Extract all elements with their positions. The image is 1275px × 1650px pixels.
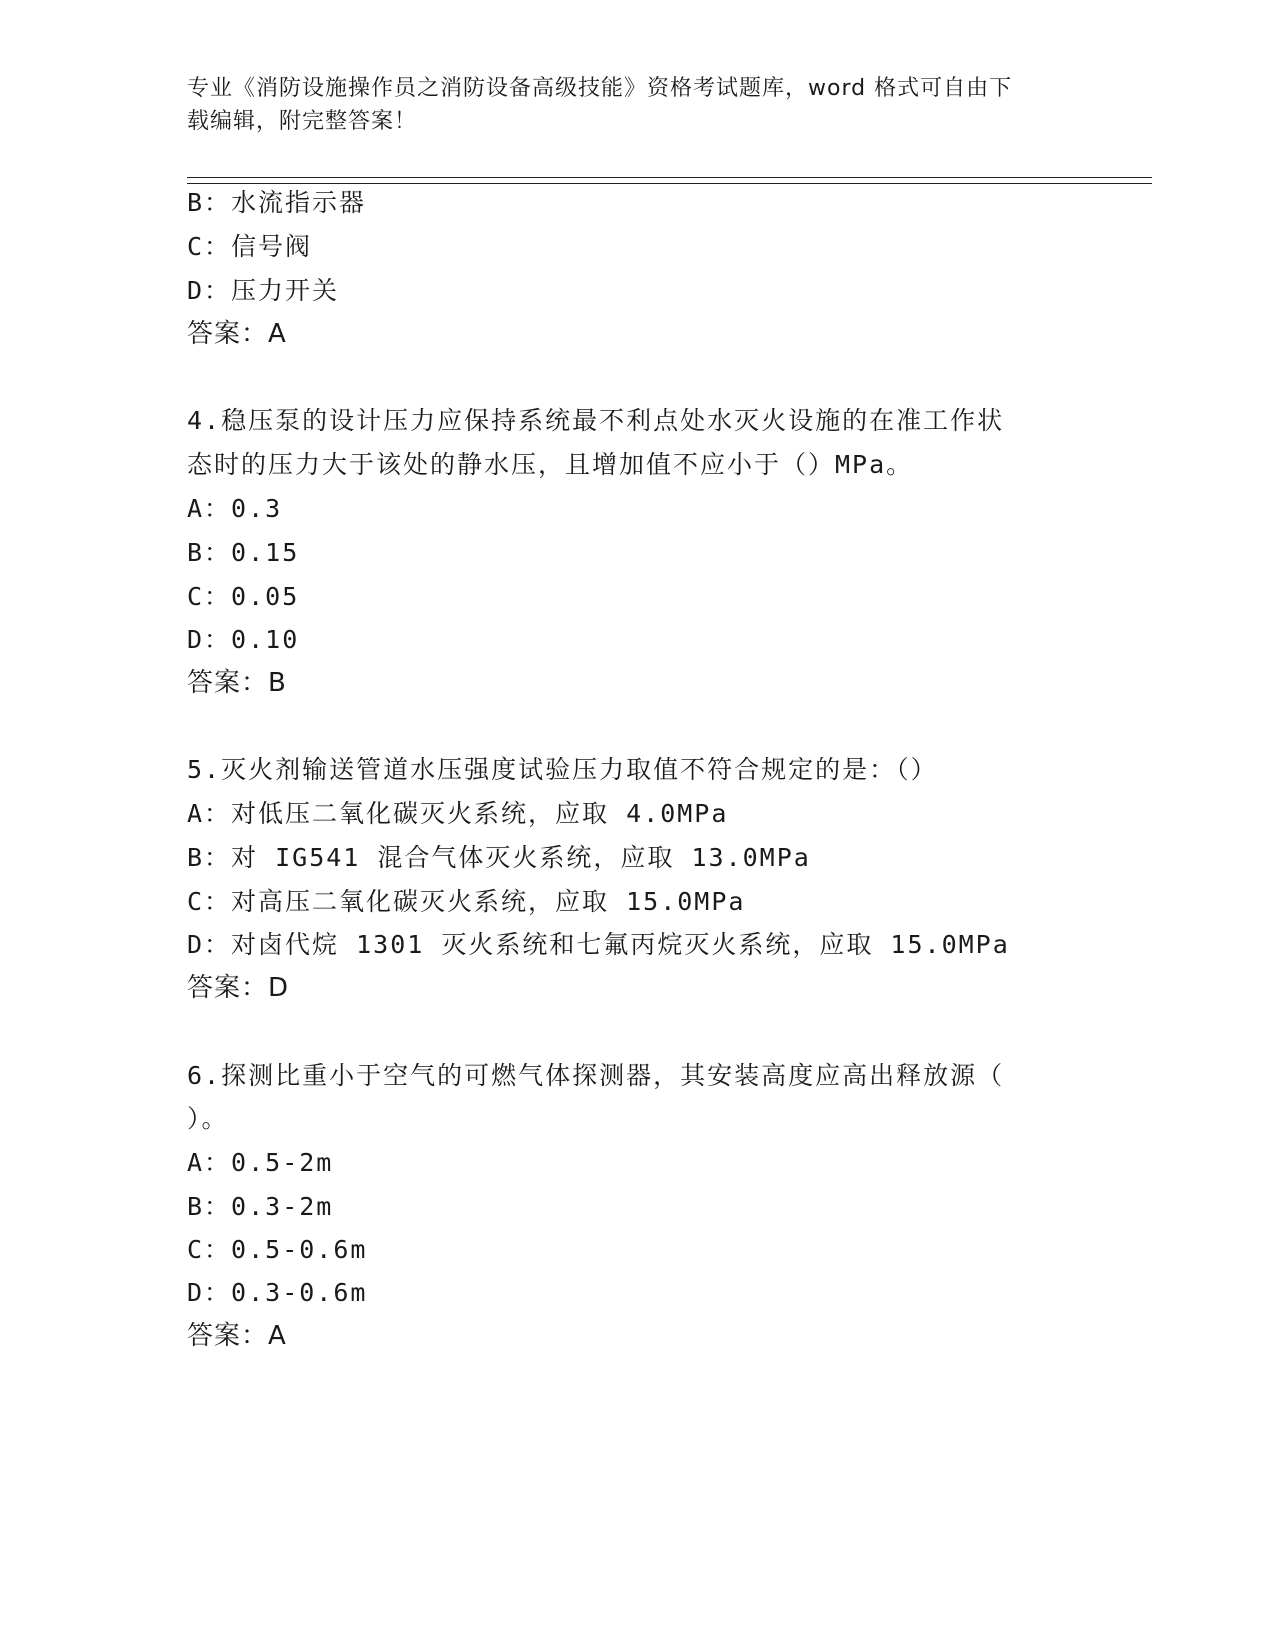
q6-answer: 答案：A <box>187 1321 287 1351</box>
header-line-1: 专业《消防设施操作员之消防设备高级技能》资格考试题库，word 格式可自由下 <box>187 76 1013 101</box>
q6-stem-line-2: ）。 <box>187 1104 229 1133</box>
q3-option-d: D：压力开关 <box>187 276 340 305</box>
q5-option-c: C：对高压二氧化碳灭火系统，应取 15.0MPa <box>187 887 746 916</box>
q5-answer: 答案：D <box>187 973 290 1003</box>
q6-option-a: A：0.5-2m <box>187 1148 334 1177</box>
q4-stem-line-1: 4.稳压泵的设计压力应保持系统最不利点处水灭火设施的在准工作状 <box>187 406 1005 435</box>
q6-option-c: C：0.5-0.6m <box>187 1235 368 1264</box>
q6-option-b: B：0.3-2m <box>187 1192 334 1221</box>
q4-option-a: A：0.3 <box>187 494 283 523</box>
q4-option-b: B：0.15 <box>187 538 300 567</box>
q5-option-a: A：对低压二氧化碳灭火系统，应取 4.0MPa <box>187 799 729 828</box>
header-divider-top <box>187 177 1152 178</box>
q4-stem-line-2: 态时的压力大于该处的静水压，且增加值不应小于（）MPa。 <box>187 450 914 479</box>
q5-option-d: D：对卤代烷 1301 灭火系统和七氟丙烷灭火系统，应取 15.0MPa <box>187 930 1010 959</box>
q4-answer: 答案：B <box>187 668 287 698</box>
q4-option-c: C：0.05 <box>187 582 300 611</box>
header-line-2: 载编辑，附完整答案！ <box>187 109 418 134</box>
header-divider-bottom <box>187 183 1152 184</box>
q5-option-b: B：对 IG541 混合气体灭火系统，应取 13.0MPa <box>187 843 811 872</box>
q3-option-b: B：水流指示器 <box>187 188 367 217</box>
q6-option-d: D：0.3-0.6m <box>187 1278 368 1307</box>
q6-stem-line-1: 6.探测比重小于空气的可燃气体探测器，其安装高度应高出释放源（ <box>187 1061 1005 1090</box>
q5-stem-line-1: 5.灭火剂输送管道水压强度试验压力取值不符合规定的是：（） <box>187 755 938 784</box>
q3-option-c: C：信号阀 <box>187 232 313 261</box>
document-header <box>187 72 1067 138</box>
q3-answer: 答案：A <box>187 319 287 349</box>
q4-option-d: D：0.10 <box>187 625 300 654</box>
